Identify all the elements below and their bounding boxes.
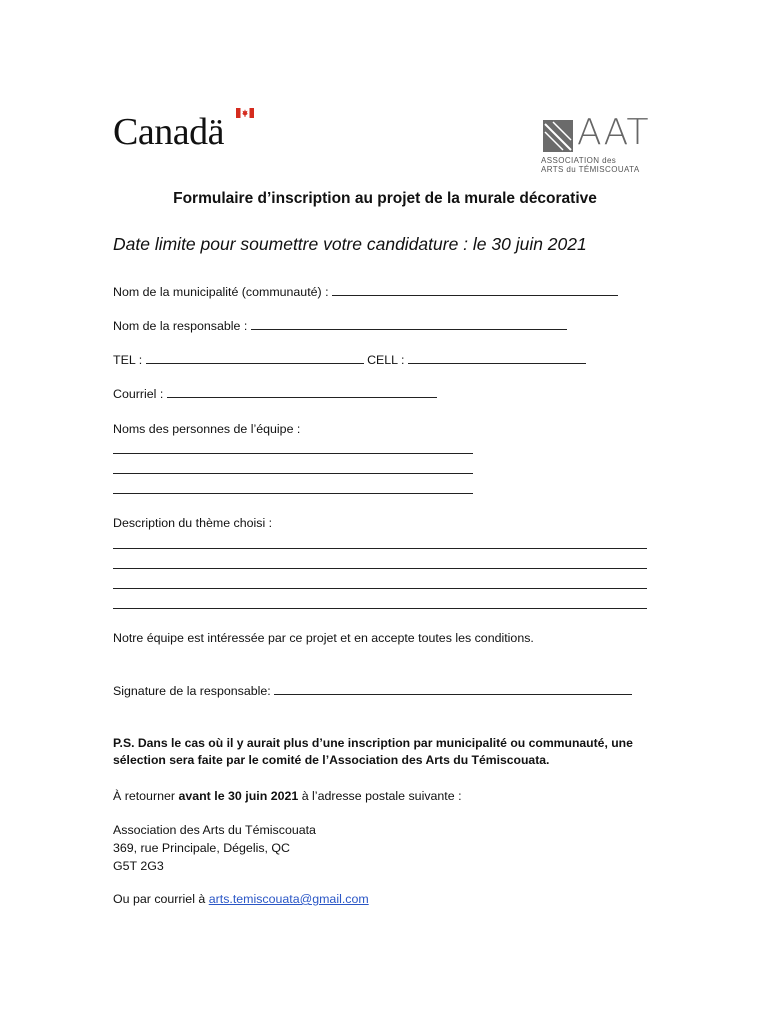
aat-wordmark: AAT xyxy=(577,112,650,153)
responsible-field[interactable] xyxy=(251,317,567,330)
canada-wordmark: Canadä xyxy=(113,111,224,153)
tel-label: TEL : xyxy=(113,353,143,367)
municipality-label: Nom de la municipalité (communauté) : xyxy=(113,285,329,299)
signature-label: Signature de la responsable: xyxy=(113,684,271,698)
team-line-2[interactable] xyxy=(113,473,473,474)
cell-field[interactable] xyxy=(408,351,586,364)
address-line-3: G5T 2G3 xyxy=(113,859,164,873)
postal-address xyxy=(113,821,316,875)
deadline-text: Date limite pour soumettre votre candidature : le 30 juin 2021 xyxy=(113,234,587,254)
return-prefix: À retourner xyxy=(113,789,179,803)
email-row xyxy=(113,385,437,402)
team-line-3[interactable] xyxy=(113,493,473,494)
cell-label: CELL : xyxy=(367,353,405,367)
responsible-row xyxy=(113,317,567,334)
email-field[interactable] xyxy=(167,385,437,398)
municipality-field[interactable] xyxy=(332,283,618,296)
responsible-label: Nom de la responsable : xyxy=(113,319,248,333)
tel-field[interactable] xyxy=(146,351,364,364)
agreement-text: Notre équipe est intéressée par ce projet et en accepte toutes les conditions. xyxy=(113,631,534,645)
theme-label: Description du thème choisi : xyxy=(113,516,273,530)
theme-line-1[interactable] xyxy=(113,548,647,549)
email-prefix: Ou par courriel à xyxy=(113,892,209,906)
address-line-1: Association des Arts du Témiscouata xyxy=(113,823,316,837)
email-link[interactable]: arts.temiscouata@gmail.com xyxy=(208,892,369,906)
canada-flag-icon xyxy=(236,108,254,118)
municipality-row xyxy=(113,283,618,300)
address-line-2: 369, rue Principale, Dégelis, QC xyxy=(113,841,290,855)
aat-logo xyxy=(541,112,661,178)
signature-row xyxy=(113,682,632,699)
email-label: Courriel : xyxy=(113,387,164,401)
return-suffix: à l’adresse postale suivante : xyxy=(298,789,462,803)
phone-row xyxy=(113,351,586,368)
form-title: Formulaire d’inscription au projet de la murale décorative xyxy=(173,190,597,207)
theme-line-2[interactable] xyxy=(113,568,647,569)
return-info xyxy=(113,788,462,804)
team-line-1[interactable] xyxy=(113,453,473,454)
return-deadline: avant le 30 juin 2021 xyxy=(178,789,299,803)
aat-subtitle: ASSOCIATION des ARTS du TÉMISCOUATA xyxy=(541,156,640,174)
theme-line-3[interactable] xyxy=(113,588,647,589)
ps-note: P.S. Dans le cas où il y aurait plus d’une inscription par municipalité ou communauté, une sélection sera faite par le comité de l’Association des Arts du Témiscouata. xyxy=(113,736,633,767)
signature-field[interactable] xyxy=(274,682,632,695)
theme-line-4[interactable] xyxy=(113,608,647,609)
email-contact xyxy=(113,891,369,907)
canada-logo xyxy=(113,112,224,152)
team-label: Noms des personnes de l’équipe : xyxy=(113,422,301,436)
